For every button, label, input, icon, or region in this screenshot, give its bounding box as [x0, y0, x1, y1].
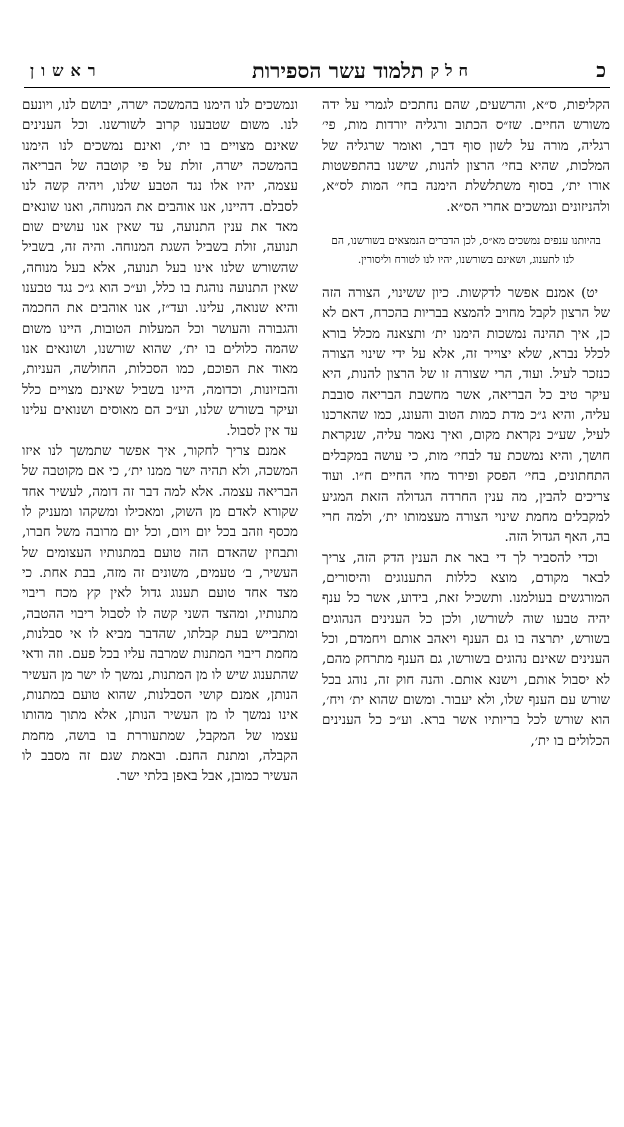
marginal-note: בהיותנו ענפים נמשכים מא״ס, לכן הדברים הנמצאים בשורשנו, הם לנו לתענוג, ושאינם בשורשנו, יהיו לנו לטורח וליסורין. [331, 235, 601, 267]
running-header [22, 58, 612, 86]
header-part: חלק [430, 61, 474, 80]
paragraph: וכדי להסביר לך די באר את הענין הדק הזה, צריך לבאר מקודם, מוצא כללות התענוגים והיסורים, המורגשים בעולמנו. ותשכיל זאת, בידוע, אשר כל ענף יהיה טבעו שוה לשורשו, ולכן כל הענינים הנהוגים בשורש, יתרצה בו גם הענף ויאהב אותם ויחמדם, וכל הענינים שאינם נהוגים בשורשו, גם הענף מתרחק מהם, לא יסבול אותם, וישנא אותם. והנה חוק זה, נוהג בכל שורש עם הענף שלו, ולא יעבור. ומשום שהוא ית׳ ויח׳, הוא שורש לכל בריותיו אשר ברא. וע״כ כל הענינים הכלולים בו ית׳, [322, 550, 610, 749]
book-title: תלמוד עשר הספירות [252, 58, 424, 83]
page-number: כ [596, 58, 606, 82]
right-column [322, 96, 610, 752]
paragraph: יט) אמנם אפשר לדקשות. כיון ששינוי, הצורה הזה של הרצון לקבל מחויב להמצא בבריות בהכרח, דאם לא כן, איך תהינה נמשכות הימנו ית׳ ותצאנה מכלל בורא לכלל נברא, שלא יצוייר זה, אלא על ידי שינוי הצורה כנזכר לעיל. ועוד, הרי שצורה זו של הרצון להנות, היא עיקר טיב כל הבריאה, אשר מחשבת הבריאה סובבת עליה, והיא ג״כ מדת כמות הטוב והעונג, כמו שהארכנו לעיל, שע״כ נקראת מקום, ואיך נאמר עליה, שנקראת חושך, והיא נמשכת עד לבחי׳ מות, כי עושה במקבלים התחתונים, בחי׳ הפסק ופירוד מחי החיים ח״ו. ועוד צריכים להבין, מה ענין החרדה הגדולה הזאת המגיע למקבלים מחמת שינוי הצורה מעצמותו ית׳, ולמה חרי בה, האף הגדול הזה. [322, 286, 610, 546]
paragraph: אמנם צריך לחקור, איך אפשר שתמשך לנו איזו המשכה, ולא תהיה ישר ממנו ית׳, כי אם מקוטבה של הבריאה עצמה. אלא למה דבר זה דומה, לעשיר אחד שקורא לאדם מן השוק, ומאכילו ומשקהו ומעניק לו מכסף וזהב בכל יום ויום, וכל יום מרובה משל חברו, ותבחין שהאדם הזה טועם במתנותיו העצומים של העשיר, ב׳ טעמים, משונים זה מזה, בבת אחת. כי מצד אחד טועם תענוג גדול לאין קץ מכח ריבוי מתנותיו, ומהצד השני קשה לו לסבול ריבוי ההטבה, ומתבייש בעת קבלתו, שהדבר מביא לו אי סבלנות, מחמת ריבוי המתנות שמרבה עליו בכל פעם. וזה ודאי שהתענוג שיש לו מן המתנות, נמשך לו ישר מן העשיר הנותן, אמנם קושי הסבלנות, שהוא טועם במתנות, אינו נמשך לו מן העשיר הנותן, אלא מתוך מהותו עצמו של המקבל, שמתעוררת בו בושה, מחמת הקבלה, ומתנת החנם. ובאמת שגם זה מסבב לו העשיר כמובן, אבל באפן בלתי ישר. [22, 443, 298, 785]
header-rule [24, 87, 610, 88]
paragraph: הקליפות, ס״א, והרשעים, שהם נחתכים לגמרי על ידה משורש החיים. שז״ס הכתוב ורגליה יורדות מות, פי׳ רגליה, מורה על לשון סוף דבר, ואומר שרגליה של המלכות, שהיא בחי׳ הרצון להנות, שישנו בהתפשטות אורו ית׳, בסוף משתלשלת הימנה בחי׳ המות לס״א, ולהניזונים ונמשכים אחרי הס״א. [322, 98, 610, 215]
paragraph: ונמשכים לנו הימנו בהמשכה ישרה, יבושם לנו, ויונעם לנו. משום שטבענו קרוב לשורשנו. וכל הענינים שאינם מצויים בו ית׳, ואינם נמשכים לנו הימנו בהמשכה ישרה, זולת על פי קוטבה של הבריאה עצמה, יהיו אלו נגד הטבע שלנו, ויהיה קשה לנו לסבלם. דהיינו, אנו אוהבים את המנוחה, ואנו שונאים מאד את ענין התנועה, עד שאין אנו עושים שום תנועה, זולת בשביל השגת המנוחה. והיה זה, בשביל שהשורש שלנו אינו בעל תנועה, אלא בעל מנוחה, שאין התנועה נוהגת בו כלל, וע״כ הוא ג״כ נגד טבענו והיא שנואה, עלינו. ועד״ז, אנו אוהבים את החכמה והגבורה והעושר וכל המעלות הטובות, היינו משום שהמה כלולים בו ית׳, שהוא שורשנו, ושונאים אנו מאוד את הפוכם, כמו הסכלות, החולשה, העניות, והבזיונות, וכדומה, היינו בשביל שאינם מצויים כלל ועיקר בשורש שלנו, וע״כ הם מאוסים ושנואים עלינו עד אין לסבול. [22, 98, 298, 439]
header-section: ראשון [30, 61, 103, 80]
left-column [22, 96, 298, 788]
